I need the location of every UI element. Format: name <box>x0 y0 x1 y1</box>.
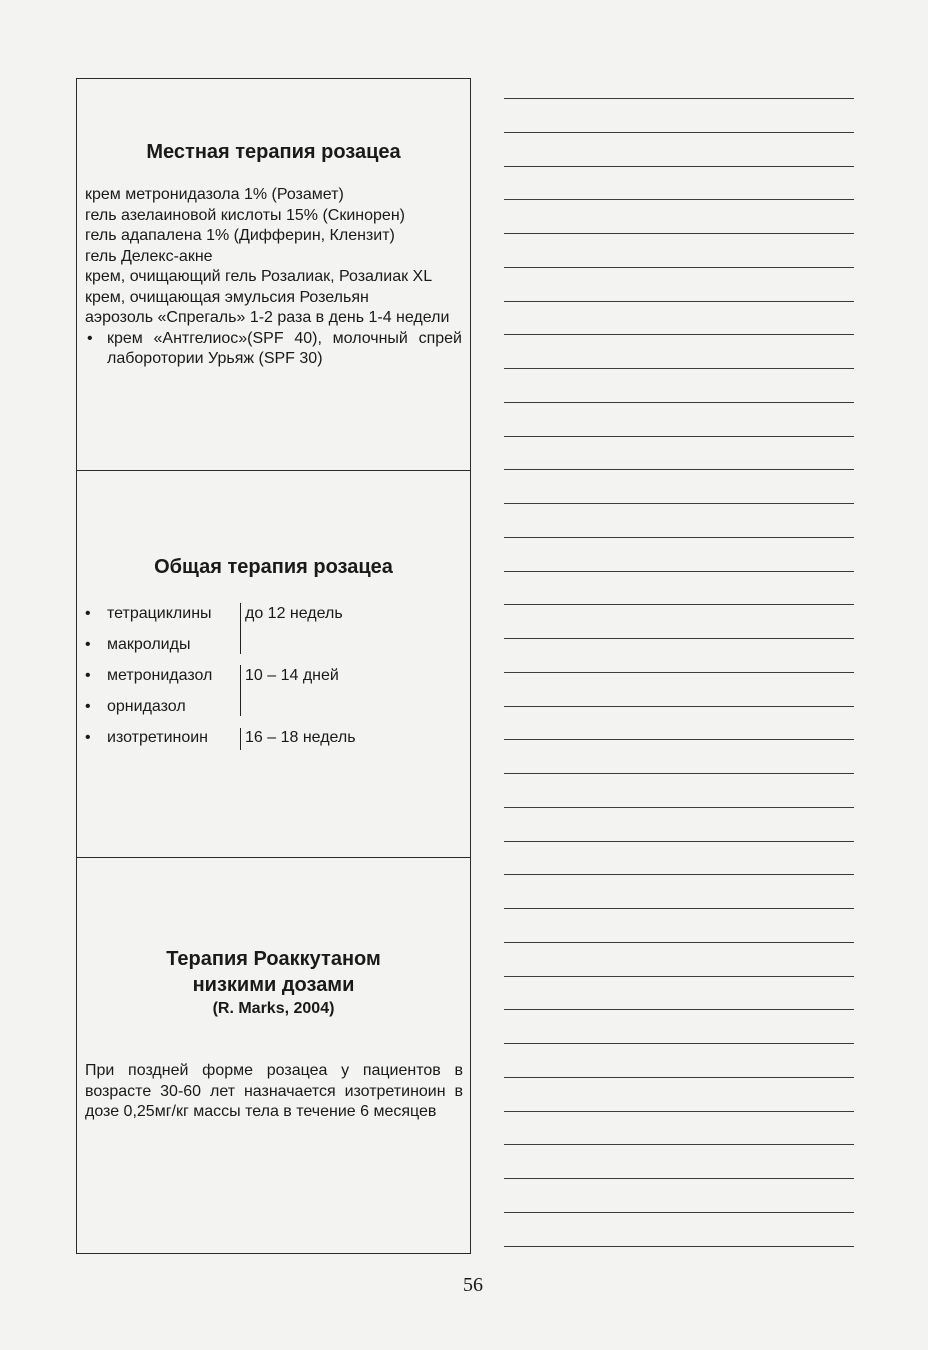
list-item: аэрозоль «Спрегаль» 1-2 раза в день 1-4 недели <box>85 309 450 326</box>
drug-name: метронидазол <box>107 667 213 684</box>
note-line <box>504 571 854 572</box>
group-divider <box>240 665 241 716</box>
note-line <box>504 807 854 808</box>
note-line <box>504 469 854 470</box>
note-line <box>504 1043 854 1044</box>
note-line <box>504 402 854 403</box>
list-item: гель азелаиновой кислоты 15% (Скинорен) <box>85 206 405 224</box>
note-line <box>504 199 854 200</box>
list-item-bulleted <box>85 329 462 370</box>
note-line <box>504 334 854 335</box>
slide-title <box>77 946 470 998</box>
slide-title: Общая терапия розацеа <box>154 556 393 578</box>
drug-name: макролиды <box>107 636 191 653</box>
list-item: крем, очищающий гель Розалиак, Розалиак XL <box>85 268 433 285</box>
slide-title-line: Терапия Роаккутаном <box>166 948 381 970</box>
slide-general-therapy <box>77 471 470 858</box>
bullet-icon: • <box>85 636 91 653</box>
slide-local-therapy <box>77 79 470 471</box>
drug-name: тетрациклины <box>107 605 212 622</box>
note-line <box>504 604 854 605</box>
note-line <box>504 1178 854 1179</box>
slide-title-line: низкими дозами <box>192 974 355 996</box>
drug-name: изотретиноин <box>107 729 209 746</box>
note-line <box>504 1111 854 1112</box>
note-line <box>504 166 854 167</box>
drug-row <box>77 691 470 722</box>
note-line <box>504 638 854 639</box>
note-line <box>504 267 854 268</box>
slides-column <box>76 78 471 1254</box>
note-line <box>504 874 854 875</box>
note-line <box>504 773 854 774</box>
note-line <box>504 537 854 538</box>
bullet-icon: • <box>85 698 91 715</box>
note-line <box>504 98 854 99</box>
list-item: гель адапалена 1% (Дифферин, Клензит) <box>85 227 395 244</box>
bullet-icon: • <box>85 667 91 684</box>
note-line <box>504 301 854 302</box>
duration-label: 10 – 14 дней <box>245 667 339 684</box>
note-line <box>504 1009 854 1010</box>
note-line <box>504 1077 854 1078</box>
local-therapy-list <box>85 185 462 370</box>
note-line <box>504 841 854 842</box>
duration-label: до 12 недель <box>245 605 343 622</box>
drug-row <box>77 629 470 660</box>
citation: (R. Marks, 2004) <box>212 1000 335 1017</box>
bullet-icon: • <box>85 605 91 622</box>
group-divider <box>240 728 241 750</box>
note-line <box>504 976 854 977</box>
slide-title: Местная терапия розацеа <box>146 141 401 163</box>
note-line <box>504 672 854 673</box>
list-item: крем, очищающая эмульсия Розельян <box>85 288 369 306</box>
note-line <box>504 1246 854 1247</box>
note-line <box>504 132 854 133</box>
list-item: гель Делекс-акне <box>85 247 213 265</box>
page-number: 56 <box>463 1274 483 1296</box>
note-line <box>504 908 854 909</box>
note-line <box>504 942 854 943</box>
body-paragraph: При поздней форме розацеа у пациентов в возрасте 30-60 лет назначается изотретиноин в дозе 0,25мг/кг массы тела в течение 6 месяцев <box>85 1062 463 1120</box>
note-line <box>504 503 854 504</box>
bullet-icon: • <box>85 729 91 746</box>
note-line <box>504 1144 854 1145</box>
note-line <box>504 706 854 707</box>
list-item-text: крем «Антгелиос»(SPF 40), молочный спрей лаборотории Урьяж (SPF 30) <box>107 329 462 367</box>
note-line <box>504 436 854 437</box>
list-item: крем метронидазола 1% (Розамет) <box>85 186 344 203</box>
note-line <box>504 739 854 740</box>
duration-label: 16 – 18 недель <box>245 729 356 746</box>
drug-name: орнидазол <box>107 698 186 715</box>
slide-roaccutane-therapy <box>77 858 470 1254</box>
note-line <box>504 233 854 234</box>
note-line <box>504 1212 854 1213</box>
bullet-icon: • <box>87 329 93 347</box>
note-line <box>504 368 854 369</box>
notes-lines <box>504 0 854 1350</box>
group-divider <box>240 603 241 654</box>
